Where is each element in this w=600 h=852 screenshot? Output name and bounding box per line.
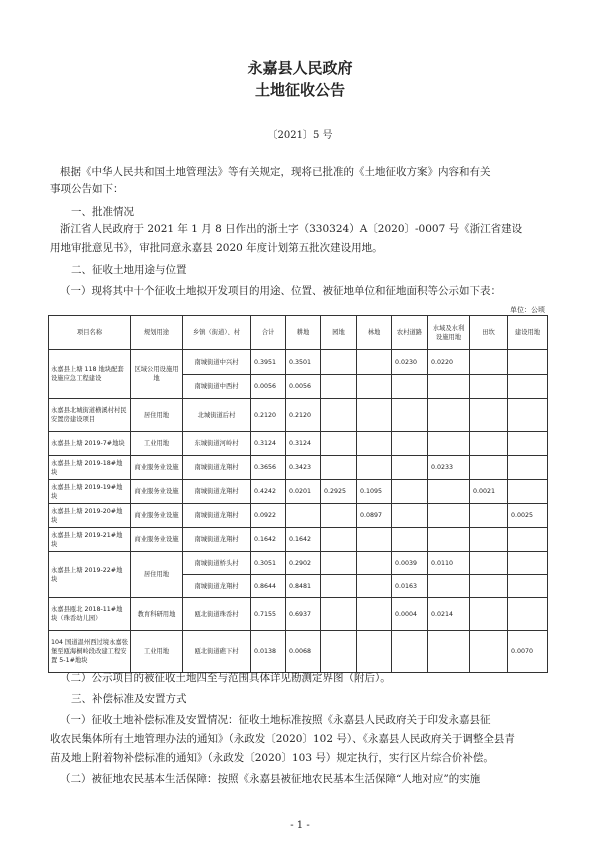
ridge-cell: [470, 399, 508, 432]
total-cell: 0.0922: [251, 504, 286, 528]
build-cell: [508, 575, 548, 598]
table-row: [49, 350, 548, 375]
intro-line-1: 根据《中华人民共和国土地管理法》等有关规定，现将已批准的《土地征收方案》内容和有关: [60, 166, 491, 178]
farm-cell: 0.0056: [286, 375, 321, 399]
road-cell: [392, 456, 428, 480]
ridge-cell: [470, 375, 508, 399]
table-row: [49, 432, 548, 456]
header-cell: 规划用途: [131, 316, 183, 350]
project-cell: 永嘉县上塘 2019-19#地块: [49, 480, 131, 504]
section-3-p1-line-1: （一）征收土地补偿标准及安置情况：征收土地标准按照《永嘉县人民政府关于印发永嘉县征: [60, 714, 491, 726]
farm-cell: 0.3501: [286, 350, 321, 375]
garden-cell: [321, 399, 357, 432]
header-cell: 建设用地: [508, 316, 548, 350]
farm-cell: 0.8481: [286, 575, 321, 598]
forest-cell: [357, 456, 392, 480]
forest-cell: [357, 631, 392, 673]
road-cell: [392, 504, 428, 528]
project-cell: 永嘉县北城街道横溪村村民安置房建设项目: [49, 399, 131, 432]
forest-cell: [357, 350, 392, 375]
total-cell: 0.2120: [251, 399, 286, 432]
build-cell: [508, 480, 548, 504]
header-cell: 田坎: [470, 316, 508, 350]
garden-cell: [321, 432, 357, 456]
total-cell: 0.8644: [251, 575, 286, 598]
farm-cell: 0.3423: [286, 456, 321, 480]
section-2-sub-2: （二）公示项目的被征收土地四至与范围具体详见勘测定界图（附后）。: [60, 672, 391, 684]
table-row: [49, 598, 548, 631]
garden-cell: [321, 504, 357, 528]
road-cell: [392, 480, 428, 504]
water-cell: 0.0214: [428, 598, 470, 631]
village-cell: 瓯北街道珠岙村: [183, 598, 251, 631]
project-cell: 永嘉县上塘 2019-22#地块: [49, 552, 131, 598]
ridge-cell: [470, 504, 508, 528]
garden-cell: [321, 598, 357, 631]
total-cell: 0.7155: [251, 598, 286, 631]
use-cell: 区域公用设施用地: [131, 350, 183, 399]
ridge-cell: [470, 432, 508, 456]
farm-cell: [286, 504, 321, 528]
road-cell: [392, 528, 428, 552]
intro-line-2: 事项公告如下：: [50, 183, 124, 195]
section-2-sub-1: （一）现将其中十个征收土地拟开发项目的用途、位置、被征地单位和征地面积等公示如下表：: [60, 285, 501, 297]
header-cell: 园地: [321, 316, 357, 350]
use-cell: 商业服务业设施: [131, 504, 183, 528]
village-cell: 瓯北街道礁下村: [183, 631, 251, 673]
water-cell: [428, 504, 470, 528]
village-cell: 南城街道桥头村: [183, 552, 251, 575]
build-cell: [508, 375, 548, 399]
table-row: [49, 631, 548, 673]
total-cell: 0.4242: [251, 480, 286, 504]
total-cell: 0.3951: [251, 350, 286, 375]
ridge-cell: [470, 598, 508, 631]
village-cell: 南城街道中西村: [183, 375, 251, 399]
document-subtitle: 土地征收公告: [254, 81, 345, 99]
ridge-cell: [470, 631, 508, 673]
water-cell: [428, 631, 470, 673]
build-cell: [508, 528, 548, 552]
road-cell: 0.0163: [392, 575, 428, 598]
header-cell: 乡镇（街道）、村: [183, 316, 251, 350]
use-cell: 居住用地: [131, 552, 183, 598]
forest-cell: [357, 552, 392, 575]
garden-cell: [321, 350, 357, 375]
garden-cell: [321, 631, 357, 673]
table-header-row: [49, 316, 548, 350]
build-cell: [508, 350, 548, 375]
farm-cell: 0.1642: [286, 528, 321, 552]
farm-cell: 0.0201: [286, 480, 321, 504]
forest-cell: [357, 598, 392, 631]
unit-label: 单位：公顷: [510, 306, 545, 314]
use-cell: 商业服务业设施: [131, 480, 183, 504]
forest-cell: [357, 432, 392, 456]
use-cell: 教育科研用地: [131, 598, 183, 631]
section-1-heading: 一、批准情况: [71, 206, 134, 218]
farm-cell: 0.6937: [286, 598, 321, 631]
water-cell: 0.0233: [428, 456, 470, 480]
section-1-line-2: 用地审批意见书》，审批同意永嘉县 2020 年度计划第五批次建设用地。: [50, 242, 383, 254]
farm-cell: 0.0068: [286, 631, 321, 673]
water-cell: [428, 375, 470, 399]
project-cell: 永嘉县上塘 2019-7#地块: [49, 432, 131, 456]
garden-cell: [321, 575, 357, 598]
table-row: [49, 528, 548, 552]
village-cell: 南城街道龙翔村: [183, 504, 251, 528]
water-cell: [428, 432, 470, 456]
build-cell: [508, 399, 548, 432]
ridge-cell: [470, 575, 508, 598]
build-cell: [508, 598, 548, 631]
total-cell: 0.3656: [251, 456, 286, 480]
garden-cell: [321, 528, 357, 552]
ridge-cell: [470, 350, 508, 375]
forest-cell: 0.0897: [357, 504, 392, 528]
road-cell: [392, 399, 428, 432]
project-cell: 永嘉县上塘 118 地块配套设施应急工程建设: [49, 350, 131, 399]
section-3-heading: 三、补偿标准及安置方式: [71, 693, 187, 705]
forest-cell: [357, 399, 392, 432]
water-cell: 0.0220: [428, 350, 470, 375]
total-cell: 0.1642: [251, 528, 286, 552]
table-row: [49, 552, 548, 575]
ridge-cell: [470, 528, 508, 552]
village-cell: 南城街道龙翔村: [183, 575, 251, 598]
page-number: - 1 -: [290, 820, 310, 831]
garden-cell: [321, 375, 357, 399]
build-cell: [508, 432, 548, 456]
garden-cell: 0.2925: [321, 480, 357, 504]
road-cell: 0.0004: [392, 598, 428, 631]
section-3-p1-line-2: 收农民集体所有土地管理办法的通知》（永政发〔2020〕102 号）、《永嘉县人民政府关于调整全县青: [50, 733, 515, 745]
header-cell: 水域及水利设施用地: [428, 316, 470, 350]
total-cell: 0.3051: [251, 552, 286, 575]
garden-cell: [321, 456, 357, 480]
build-cell: [508, 456, 548, 480]
use-cell: 工业用地: [131, 631, 183, 673]
table-row: [49, 504, 548, 528]
table-row: [49, 456, 548, 480]
road-cell: [392, 375, 428, 399]
ridge-cell: [470, 552, 508, 575]
village-cell: 南城街道龙翔村: [183, 528, 251, 552]
village-cell: 南城街道龙翔村: [183, 456, 251, 480]
farm-cell: 0.2902: [286, 552, 321, 575]
header-cell: 林地: [357, 316, 392, 350]
water-cell: 0.0110: [428, 552, 470, 575]
water-cell: [428, 480, 470, 504]
village-cell: 东城街道河岭村: [183, 432, 251, 456]
water-cell: [428, 528, 470, 552]
ridge-cell: [470, 456, 508, 480]
farm-cell: 0.3124: [286, 432, 321, 456]
header-cell: 耕地: [286, 316, 321, 350]
use-cell: 工业用地: [131, 432, 183, 456]
use-cell: 居住用地: [131, 399, 183, 432]
village-cell: 北城街道后村: [183, 399, 251, 432]
farm-cell: 0.2120: [286, 399, 321, 432]
section-3-p1-line-3: 苗及地上附着物补偿标准的通知》（永政发〔2020〕103 号）规定执行，实行区片综合价补偿。: [50, 752, 494, 764]
project-cell: 永嘉县上塘 2019-18#地块: [49, 456, 131, 480]
water-cell: [428, 399, 470, 432]
land-table: [48, 315, 548, 673]
project-cell: 104 国道温州西过境永嘉张堡至瓯海桐岭段改建工程安置 5-1#地块: [49, 631, 131, 673]
road-cell: 0.0039: [392, 552, 428, 575]
header-cell: 项目名称: [49, 316, 131, 350]
section-1-line-1: 浙江省人民政府于 2021 年 1 月 8 日作出的浙土字（330324）A〔2020〕-0007 号《浙江省建设: [60, 223, 523, 235]
header-cell: 合计: [251, 316, 286, 350]
table-row: [49, 480, 548, 504]
section-2-heading: 二、征收土地用途与位置: [71, 264, 187, 276]
forest-cell: [357, 528, 392, 552]
village-cell: 南城街道中兴村: [183, 350, 251, 375]
build-cell: [508, 552, 548, 575]
use-cell: 商业服务业设施: [131, 456, 183, 480]
total-cell: 0.3124: [251, 432, 286, 456]
road-cell: 0.0230: [392, 350, 428, 375]
document-title: 永嘉县人民政府: [247, 59, 353, 77]
total-cell: 0.0056: [251, 375, 286, 399]
project-cell: 永嘉县上塘 2019-21#地块: [49, 528, 131, 552]
total-cell: 0.0138: [251, 631, 286, 673]
build-cell: 0.0025: [508, 504, 548, 528]
water-cell: [428, 575, 470, 598]
build-cell: 0.0070: [508, 631, 548, 673]
table-row: [49, 399, 548, 432]
forest-cell: [357, 375, 392, 399]
project-cell: 永嘉县瓯北 2018-11#地块（珠岙幼儿园）: [49, 598, 131, 631]
project-cell: 永嘉县上塘 2019-20#地块: [49, 504, 131, 528]
road-cell: [392, 631, 428, 673]
road-cell: [392, 432, 428, 456]
village-cell: 南城街道龙翔村: [183, 480, 251, 504]
forest-cell: [357, 575, 392, 598]
section-3-p2-line-1: （二）被征地农民基本生活保障：按照《永嘉县被征地农民基本生活保障“人地对应”的实施: [60, 773, 481, 785]
garden-cell: [321, 552, 357, 575]
use-cell: 商业服务业设施: [131, 528, 183, 552]
ridge-cell: 0.0021: [470, 480, 508, 504]
forest-cell: 0.1095: [357, 480, 392, 504]
header-cell: 农村道路: [392, 316, 428, 350]
document-number: 〔2021〕5 号: [267, 130, 333, 141]
